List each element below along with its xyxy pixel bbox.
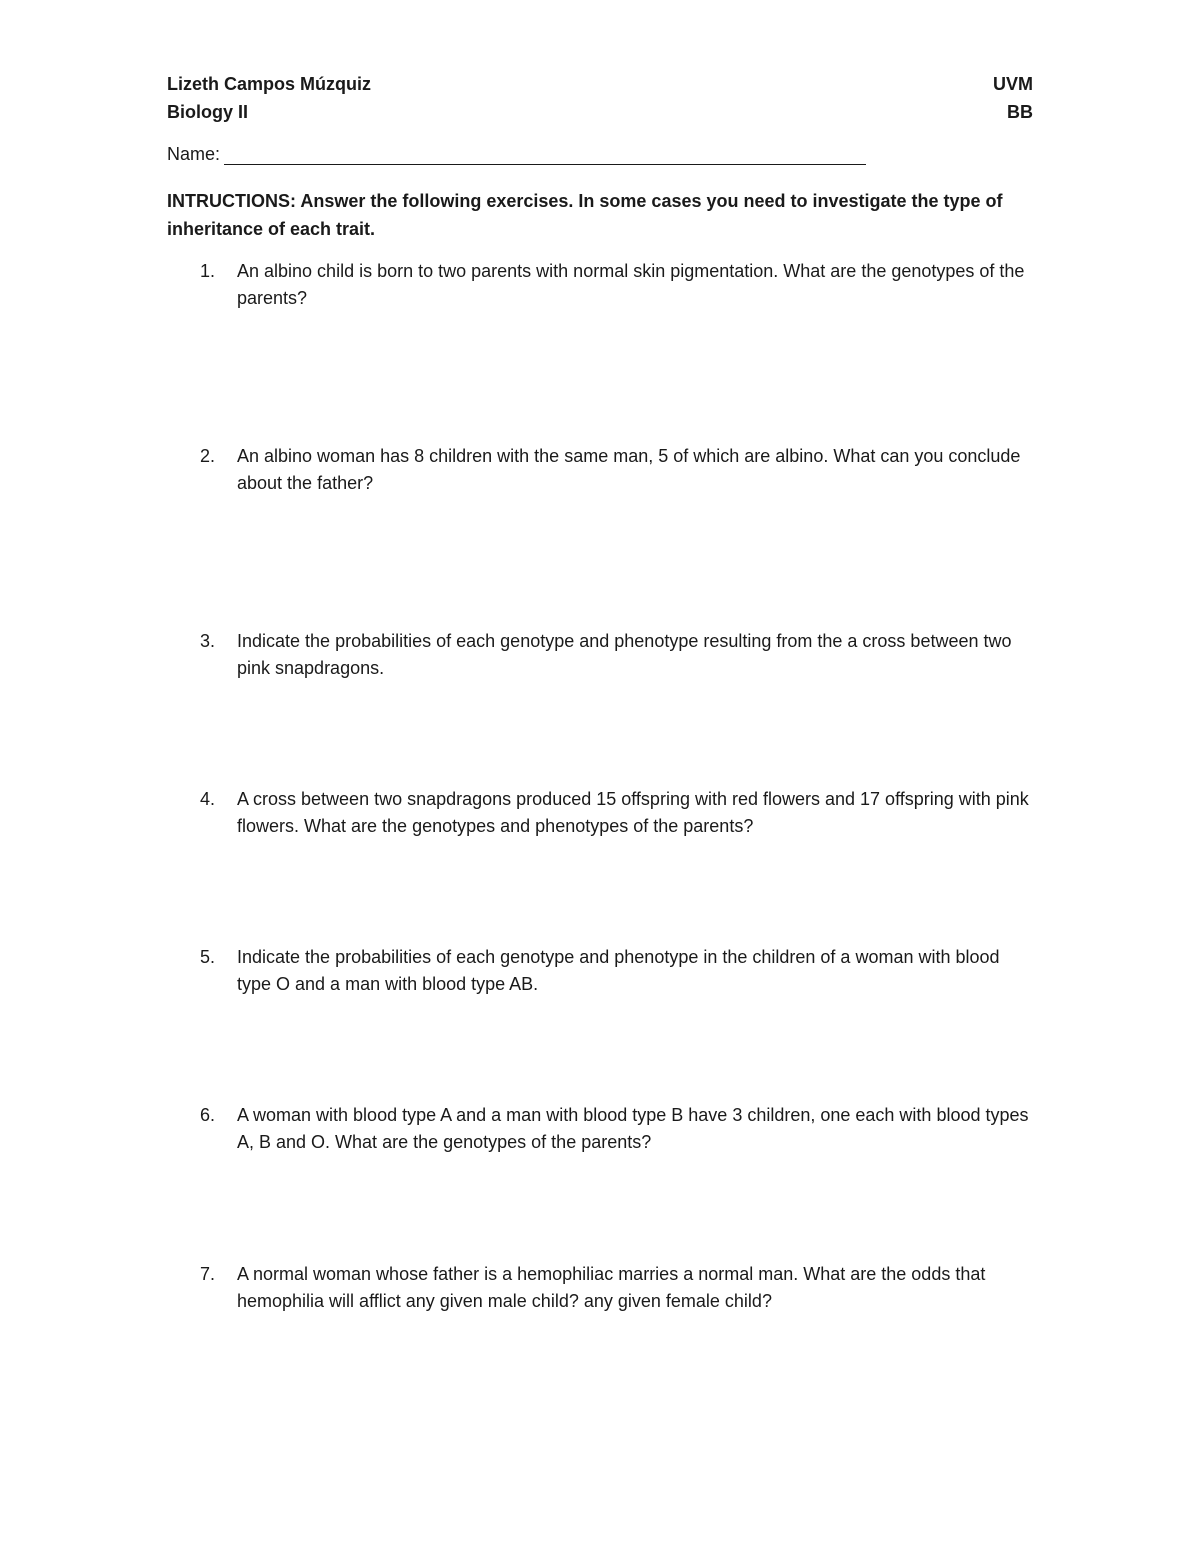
question-5 [167, 944, 1037, 998]
question-number: 1. [200, 261, 216, 281]
question-text: Indicate the probabilities of each genotype and phenotype in the children of a woman with blood type O and a man with blood type AB. [237, 947, 1000, 994]
question-4 [167, 786, 1037, 840]
question-1 [167, 258, 1037, 312]
question-number: 3. [200, 631, 216, 651]
question-number: 6. [200, 1105, 216, 1125]
name-field [167, 143, 866, 165]
question-text: An albino child is born to two parents with normal skin pigmentation. What are the genotypes of the parents? [237, 261, 1025, 308]
name-label: Name: [167, 144, 221, 164]
header-row-2 [167, 101, 1033, 123]
question-number: 7. [200, 1264, 216, 1284]
question-3 [167, 628, 1037, 682]
header-row-1 [167, 73, 1033, 95]
question-2 [167, 443, 1037, 497]
question-number: 5. [200, 947, 216, 967]
question-number: 2. [200, 446, 216, 466]
question-text: An albino woman has 8 children with the same man, 5 of which are albino. What can you conclude about the father? [237, 446, 1021, 493]
question-7 [167, 1261, 1037, 1315]
question-text: A cross between two snapdragons produced 15 offspring with red flowers and 17 offspring with pink flowers. What are the genotypes and phenotypes of the parents? [237, 789, 1029, 836]
author-name: Lizeth Campos Múzquiz [167, 74, 371, 94]
question-text: A woman with blood type A and a man with blood type B have 3 children, one each with blood types A, B and O. What are the genotypes of the parents? [237, 1105, 1029, 1152]
question-6 [167, 1102, 1037, 1156]
section-code: BB [1007, 102, 1033, 122]
question-text: A normal woman whose father is a hemophiliac marries a normal man. What are the odds that hemophilia will afflict any given male child? any given female child? [237, 1264, 986, 1311]
course-name: Biology II [167, 102, 248, 122]
name-blank-line[interactable] [224, 146, 866, 165]
question-text: Indicate the probabilities of each genotype and phenotype resulting from the a cross between two pink snapdragons. [237, 631, 1012, 678]
question-number: 4. [200, 789, 216, 809]
institution: UVM [993, 74, 1033, 94]
instructions: INTRUCTIONS: Answer the following exercises. In some cases you need to investigate the type of inheritance of each trait. [167, 191, 1003, 239]
